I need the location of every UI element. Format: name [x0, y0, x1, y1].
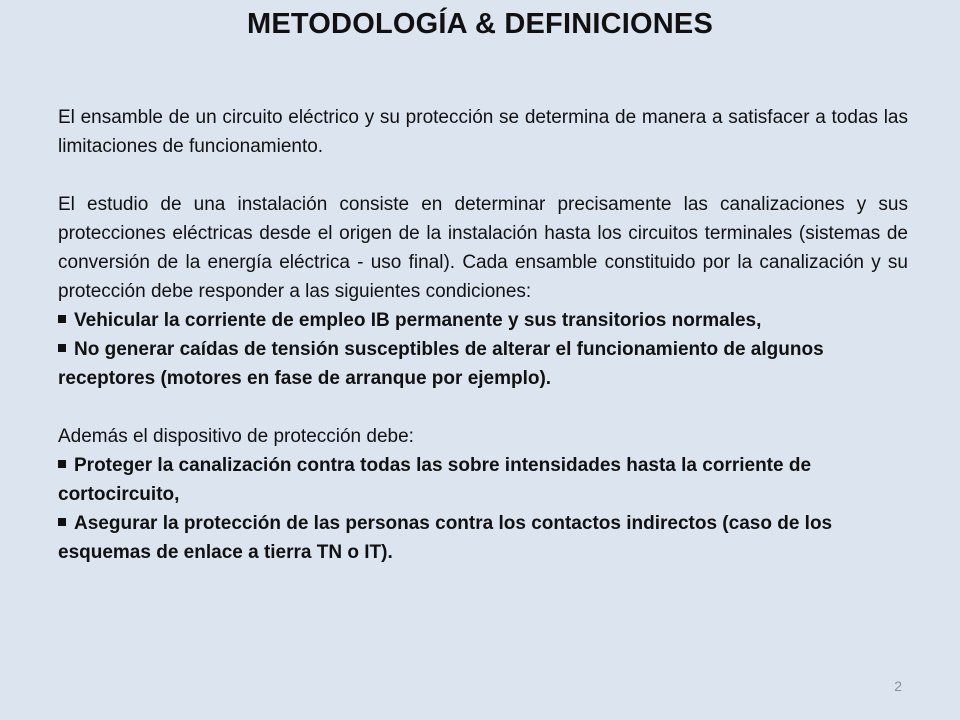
device-requirement-text: Asegurar la protección de las personas contra los contactos indirectos (caso de los esquemas de enlace a tierra TN o IT).	[58, 513, 833, 563]
square-bullet-icon	[58, 518, 66, 526]
square-bullet-icon	[58, 460, 66, 468]
device-requirement-bullet	[58, 451, 908, 509]
page-title: METODOLOGÍA & DEFINICIONES	[247, 8, 713, 40]
slide-content	[58, 103, 908, 567]
study-paragraph: El estudio de una instalación consiste en determinar precisamente las canalizaciones y sus protecciones eléctricas desde el origen de la instalación hasta los circuitos terminales (sistemas de conversión de la energía eléctrica - uso final). Cada ensamble constituido por la canalización y su protección debe responder a las siguientes condiciones:	[58, 194, 908, 302]
square-bullet-icon	[58, 344, 66, 352]
condition-bullet	[58, 306, 908, 335]
device-paragraph: Además el dispositivo de protección debe:	[58, 426, 414, 447]
condition-text: Vehicular la corriente de empleo IB permanente y sus transitorios normales,	[74, 310, 762, 331]
device-requirement-bullet	[58, 509, 908, 567]
intro-paragraph: El ensamble de un circuito eléctrico y su protección se determina de manera a satisfacer a todas las limitaciones de funcionamiento.	[58, 107, 908, 157]
spacer	[58, 161, 908, 190]
condition-text: No generar caídas de tensión susceptibles de alterar el funcionamiento de algunos receptores (motores en fase de arranque por ejemplo).	[58, 339, 824, 389]
condition-bullet	[58, 335, 908, 393]
page-number: 2	[894, 678, 902, 694]
spacer	[58, 393, 908, 422]
device-requirement-text: Proteger la canalización contra todas las sobre intensidades hasta la corriente de cortocircuito,	[58, 455, 812, 505]
square-bullet-icon	[58, 315, 66, 323]
